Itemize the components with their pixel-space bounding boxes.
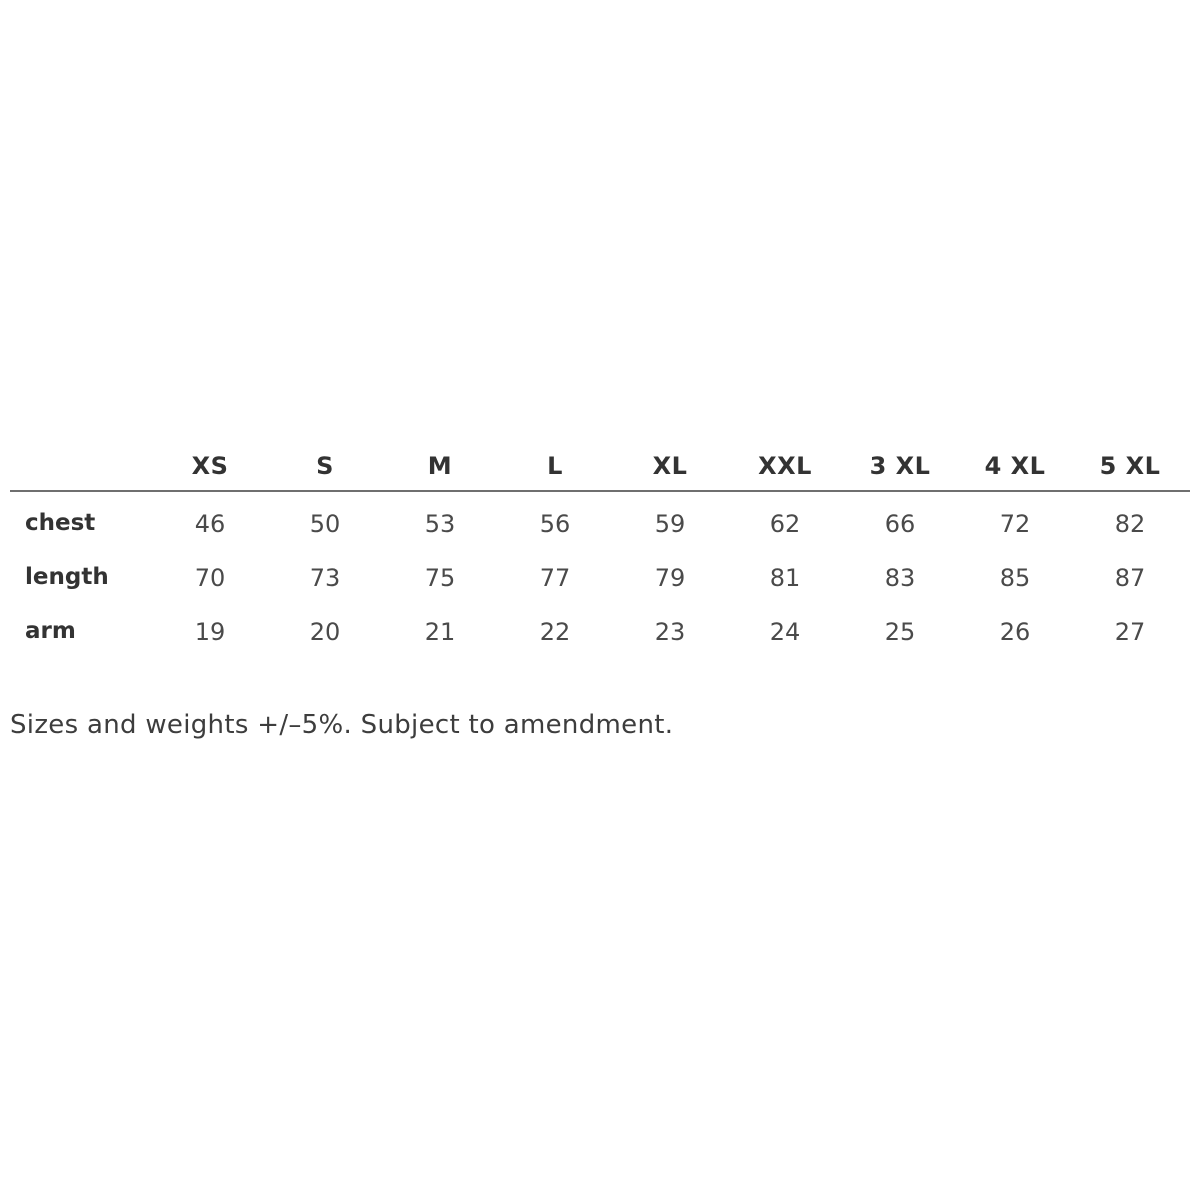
table-row-length bbox=[10, 554, 1190, 608]
table-cell: 82 bbox=[1114, 510, 1146, 538]
table-cell: 19 bbox=[194, 618, 226, 646]
table-cell: 23 bbox=[654, 618, 686, 646]
table-cell: 72 bbox=[999, 510, 1031, 538]
table-cell: 59 bbox=[654, 510, 686, 538]
table-cell: 62 bbox=[769, 510, 801, 538]
table-cell: 83 bbox=[884, 564, 916, 592]
table-row-chest bbox=[10, 500, 1190, 554]
table-cell: 70 bbox=[194, 564, 226, 592]
table-cell: 27 bbox=[1114, 618, 1146, 646]
size-header-xl: XL bbox=[652, 452, 688, 480]
table-cell: 75 bbox=[424, 564, 456, 592]
table-cell: 81 bbox=[769, 564, 801, 592]
table-cell: 24 bbox=[769, 618, 801, 646]
table-cell: 53 bbox=[424, 510, 456, 538]
row-label-length: length bbox=[25, 564, 109, 590]
table-cell: 87 bbox=[1114, 564, 1146, 592]
table-cell: 85 bbox=[999, 564, 1031, 592]
footnote-text: Sizes and weights +/–5%. Subject to amendment. bbox=[10, 710, 674, 740]
size-header-xxl: XXL bbox=[758, 452, 812, 480]
table-cell: 79 bbox=[654, 564, 686, 592]
table-row-arm bbox=[10, 608, 1190, 662]
row-label-chest: chest bbox=[25, 510, 96, 536]
table-cell: 46 bbox=[194, 510, 226, 538]
size-header-xs: XS bbox=[191, 452, 229, 480]
table-cell: 66 bbox=[884, 510, 916, 538]
table-cell: 26 bbox=[999, 618, 1031, 646]
size-header-4xl: 4 XL bbox=[984, 452, 1046, 480]
size-header-s: S bbox=[316, 452, 334, 480]
table-cell: 73 bbox=[309, 564, 341, 592]
table-cell: 22 bbox=[539, 618, 571, 646]
size-header-l: L bbox=[547, 452, 563, 480]
size-chart-table bbox=[10, 440, 1190, 662]
size-header-3xl: 3 XL bbox=[869, 452, 931, 480]
size-header-row bbox=[10, 440, 1190, 492]
table-cell: 50 bbox=[309, 510, 341, 538]
size-header-5xl: 5 XL bbox=[1099, 452, 1161, 480]
table-cell: 77 bbox=[539, 564, 571, 592]
table-cell: 20 bbox=[309, 618, 341, 646]
table-cell: 21 bbox=[424, 618, 456, 646]
table-cell: 56 bbox=[539, 510, 571, 538]
size-header-m: M bbox=[427, 452, 453, 480]
row-label-arm: arm bbox=[25, 618, 76, 644]
table-cell: 25 bbox=[884, 618, 916, 646]
